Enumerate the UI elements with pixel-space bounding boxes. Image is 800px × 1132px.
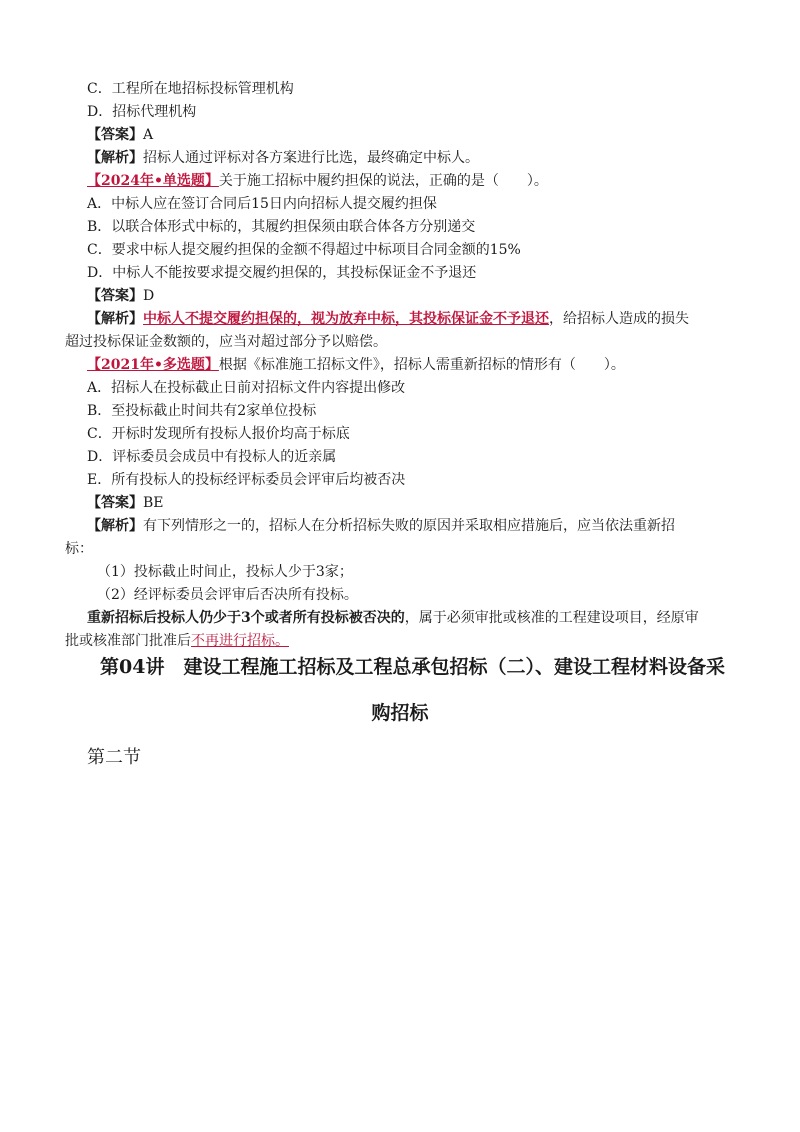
- option-a: A．中标人应在签订合同后15日内向招标人提交履约担保: [87, 196, 437, 212]
- answer-value: D: [143, 288, 155, 304]
- option-d: D．中标人不能按要求提交履约担保的，其投标保证金不予退还: [87, 265, 477, 281]
- explanation-text: ，给招标人造成的损失: [549, 311, 689, 327]
- answer-label: 【答案】: [87, 288, 143, 304]
- answer-label: 【答案】: [87, 495, 143, 511]
- option-c-prev: C．工程所在地招标投标管理机构: [87, 81, 294, 97]
- question-2021: [87, 354, 625, 376]
- lecture-heading: 第04讲 建设工程施工招标及工程总承包招标（二）、建设工程材料设备采: [100, 656, 725, 678]
- option-a: A．招标人在投标截止日前对招标文件内容提出修改: [87, 380, 406, 396]
- explanation-prev: [87, 147, 479, 169]
- option-c: C．开标时发现所有投标人报价均高于标底: [87, 426, 350, 442]
- answer-prev: [87, 124, 153, 146]
- option-b: B．以联合体形式中标的，其履约担保须由联合体各方分别递交: [87, 219, 476, 235]
- answer-value: A: [143, 127, 154, 143]
- answer: [87, 285, 154, 307]
- explanation-continued: 超过投标保证金数额的，应当对超过部分予以赔偿。: [65, 334, 387, 350]
- note-text: 批或核准部门批准后: [65, 633, 191, 649]
- note-text: ，属于必须审批或核准的工程建设项目，经原审: [404, 610, 699, 626]
- explanation-continued: 标：: [65, 541, 93, 557]
- option-e: E．所有投标人的投标经评标委员会评审后均被否决: [87, 472, 406, 488]
- option-d-prev: D．招标代理机构: [87, 104, 197, 120]
- note-continued: [65, 630, 289, 652]
- note: [87, 607, 699, 629]
- explanation-label: 【解析】: [87, 311, 143, 327]
- question-tag: 【2024年•单选题】: [87, 173, 219, 189]
- explanation: [87, 308, 689, 330]
- list-item: （2）经评标委员会评审后否决所有投标。: [97, 587, 358, 603]
- lecture-heading-continued: 购招标: [371, 702, 429, 724]
- list-item: （1）投标截止时间止，投标人少于3家；: [97, 564, 353, 580]
- option-d: D．评标委员会成员中有投标人的近亲属: [87, 449, 337, 465]
- note-underlined: 不再进行招标。: [191, 633, 289, 649]
- option-c: C．要求中标人提交履约担保的金额不得超过中标项目合同金额的15%: [87, 242, 521, 258]
- explanation-label: 【解析】: [87, 518, 143, 534]
- question-stem: 根据《标准施工招标文件》，招标人需重新招标的情形有（ ）。: [218, 357, 625, 373]
- answer-value: BE: [143, 495, 164, 511]
- question-tag: 【2021年•多选题】: [87, 357, 219, 373]
- answer: [87, 492, 164, 514]
- explanation-text: 招标人通过评标对各方案进行比选，最终确定中标人。: [143, 150, 479, 166]
- explanation-highlight: 中标人不提交履约担保的，视为放弃中标，其投标保证金不予退还: [143, 311, 549, 327]
- answer-label: 【答案】: [87, 127, 143, 143]
- explanation-label: 【解析】: [87, 150, 143, 166]
- question-stem: 关于施工招标中履约担保的说法，正确的是（ ）。: [218, 173, 548, 189]
- explanation-text: 有下列情形之一的，招标人在分析招标失败的原因并采取相应措施后，应当依法重新招: [143, 518, 675, 534]
- section-title: 第二节: [87, 747, 141, 768]
- note-bold: 重新招标后投标人仍少于3个或者所有投标被否决的: [87, 610, 405, 626]
- question-2024: [87, 170, 548, 192]
- explanation: [87, 515, 675, 537]
- option-b: B．至投标截止时间共有2家单位投标: [87, 403, 317, 419]
